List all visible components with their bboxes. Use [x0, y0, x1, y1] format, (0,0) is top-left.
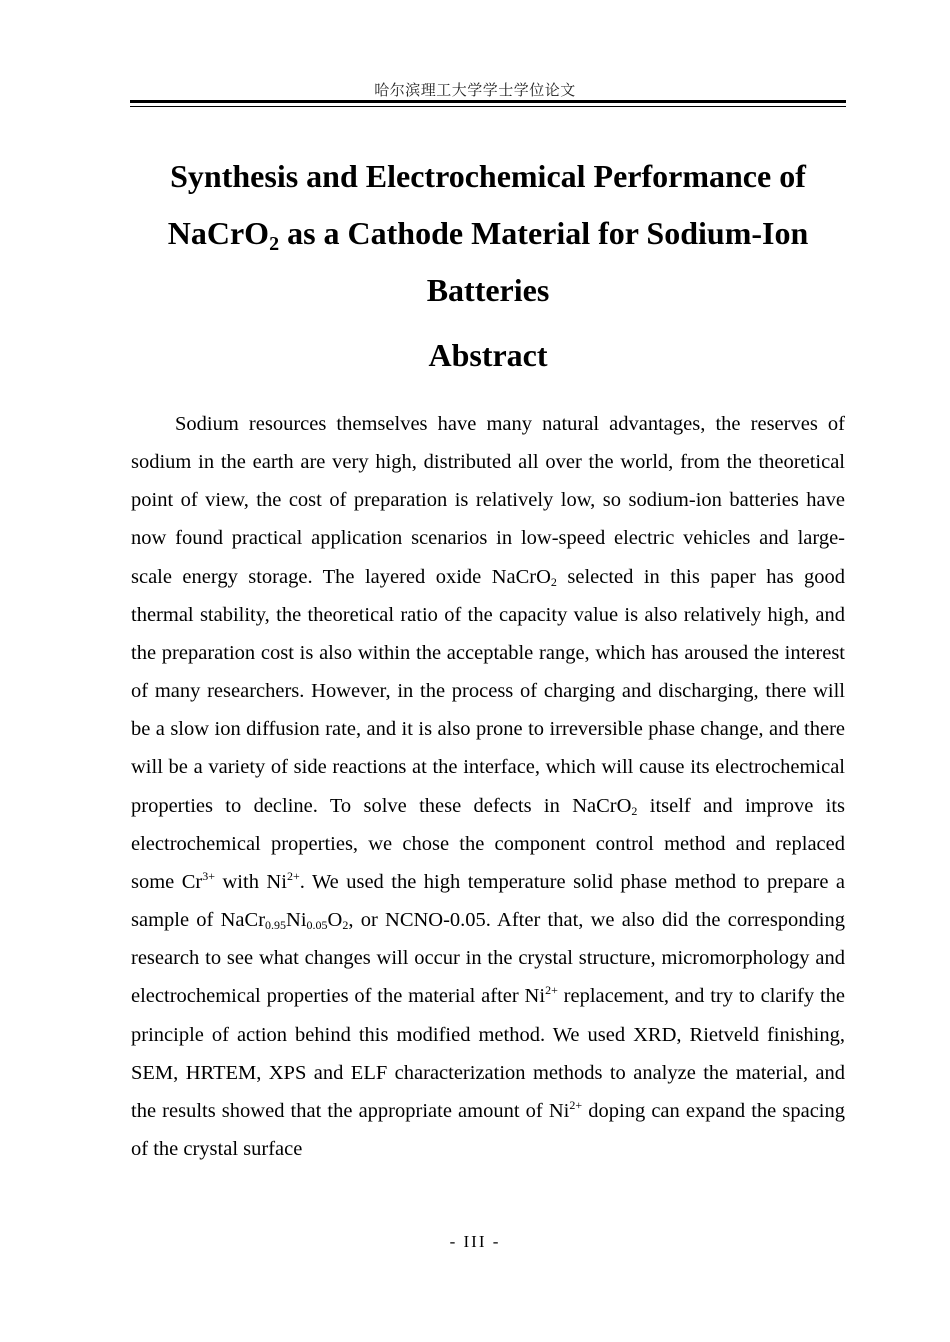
subscript: 2 [550, 574, 557, 589]
superscript: 3+ [202, 868, 216, 883]
abstract-text: replacement, and try to clarify the principle of action behind this modified method. We used XRD, Rietveld finishing, SEM, HRTEM, XPS and ELF characterization methods to analyze the material, and the results showed that the appropriate amount of Ni [131, 985, 845, 1122]
superscript: 2+ [569, 1097, 583, 1112]
superscript: 2+ [286, 868, 300, 883]
abstract-text: . We used the high temperature solid phase method to prepare a sample of NaCr [131, 870, 845, 932]
subscript: 0.95 [265, 918, 287, 933]
subscript: 0.05 [306, 918, 328, 933]
abstract-text: doping can expand the spacing of the crystal surface [131, 1099, 845, 1160]
header-rule-thick [130, 100, 846, 103]
header-rule-thin [130, 106, 846, 107]
title-formula: NaCrO [167, 215, 270, 251]
subscript: 2 [342, 918, 349, 933]
abstract-text: itself and improve its electrochemical properties, we chose the component control method and replaced some Cr [131, 794, 846, 893]
title-formula-subscript: 2 [269, 233, 280, 255]
abstract-text: Sodium resources themselves have many natural advantages, the reserves of sodium in the earth are very high, distributed all over the world, from the theoretical point of view, the cost of preparation is relatively low, so sodium-ion batteries have now found practical application scenarios in low-speed electric vehicles and large-scale energy storage. The layered oxide NaCrO [131, 413, 845, 588]
abstract-heading: Abstract [428, 337, 548, 373]
abstract-text: with Ni [215, 870, 287, 893]
page-header: 哈尔滨理工大学学士学位论文 [374, 81, 576, 99]
title-line-1: Synthesis and Electrochemical Performance of [170, 158, 806, 194]
page-number: - III - [449, 1232, 501, 1251]
abstract-text: O [327, 909, 343, 932]
abstract-text: , or NCNO-0.05. After that, we also did the corresponding research to see what changes will occur in the crystal structure, micromorphology and electrochemical properties of the material after Ni [131, 909, 846, 1008]
subscript: 2 [631, 803, 638, 818]
abstract-text: selected in this paper has good thermal stability, the theoretical ratio of the capacity value is also relatively high, and the preparation cost is also within the acceptable range, which has aroused the interest of many researchers. However, in the process of charging and discharging, there will be a slow ion diffusion rate, and it is also prone to irreversible phase change, and there will be a variety of side reactions at the interface, which will cause its electrochemical properties to decline. To solve these defects in NaCrO [131, 565, 845, 817]
abstract-body [131, 405, 845, 1168]
paper-title [130, 148, 846, 319]
title-line-2: as a Cathode Material for Sodium-Ion Batteries [279, 215, 809, 308]
superscript: 2+ [545, 983, 558, 998]
abstract-text: Ni [286, 909, 307, 932]
